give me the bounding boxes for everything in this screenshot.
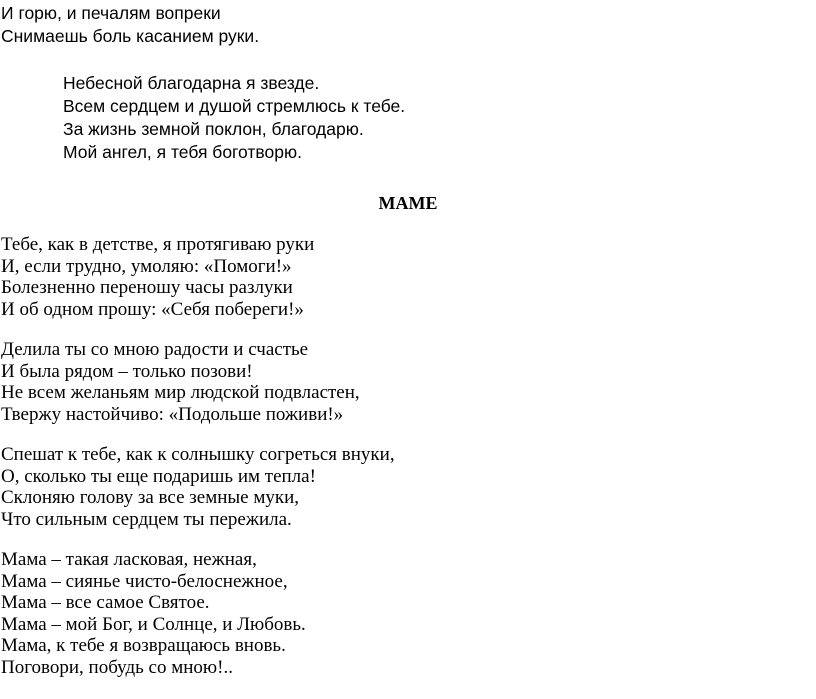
poem-line: Твержу настойчиво: «Подольше поживи!» [1,403,344,425]
poem-line: Мой ангел, я тебя боготворю. [63,142,302,162]
poem-line: Мама – сиянье чисто-белоснежное, [1,570,288,592]
poem-title: МАМЕ [378,193,438,213]
poem-line: Поговори, побудь со мною!.. [1,656,233,678]
poem-stanza-2 [1,339,395,425]
poem-stanza-4 [1,549,395,678]
poem-line: Мама – все самое Святое. [1,592,210,613]
poem-line: Снимаешь боль касанием руки. [1,26,260,46]
poem-line: Мама, к тебе я возвращаюсь вновь. [1,635,286,656]
poem-line: И горю, и печалям вопреки [1,3,221,23]
poem-line: И, если трудно, умоляю: «Помоги!» [1,255,292,277]
poem-line: Что сильным сердцем ты пережила. [1,508,292,530]
poem-body [1,234,395,678]
poem-line: Делила ты со мною радости и счастье [1,339,309,360]
poem-line: Спешат к тебе, как к солнышку согреться внуки, [1,444,395,465]
poem-line: И об одном прошу: «Себя побереги!» [1,298,304,320]
poem-stanza-3 [1,444,395,530]
poem-line: Не всем желаньям мир людской подвластен, [1,382,360,403]
poem-line: Мама – такая ласковая, нежная, [1,549,257,570]
poem-line: И была рядом – только позови! [1,360,253,382]
poem-line: Всем сердцем и душой стремлюсь к тебе. [63,96,406,116]
poem-line: Болезненно переношу часы разлуки [1,277,293,298]
intro-stanza-1 [1,2,259,48]
poem-line: О, сколько ты еще подаришь им тепла! [1,465,316,487]
poem-stanza-1 [1,234,395,320]
poem-line: Тебе, как в детстве, я протягиваю руки [1,234,315,255]
intro-stanza-2 [63,72,405,164]
poem-line: Небесной благодарна я звезде. [63,73,320,93]
poem-line: За жизнь земной поклон, благодарю. [63,119,364,139]
poem-line: Мама – мой Бог, и Солнце, и Любовь. [1,613,306,635]
poem-line: Склоняю голову за все земные муки, [1,487,300,508]
